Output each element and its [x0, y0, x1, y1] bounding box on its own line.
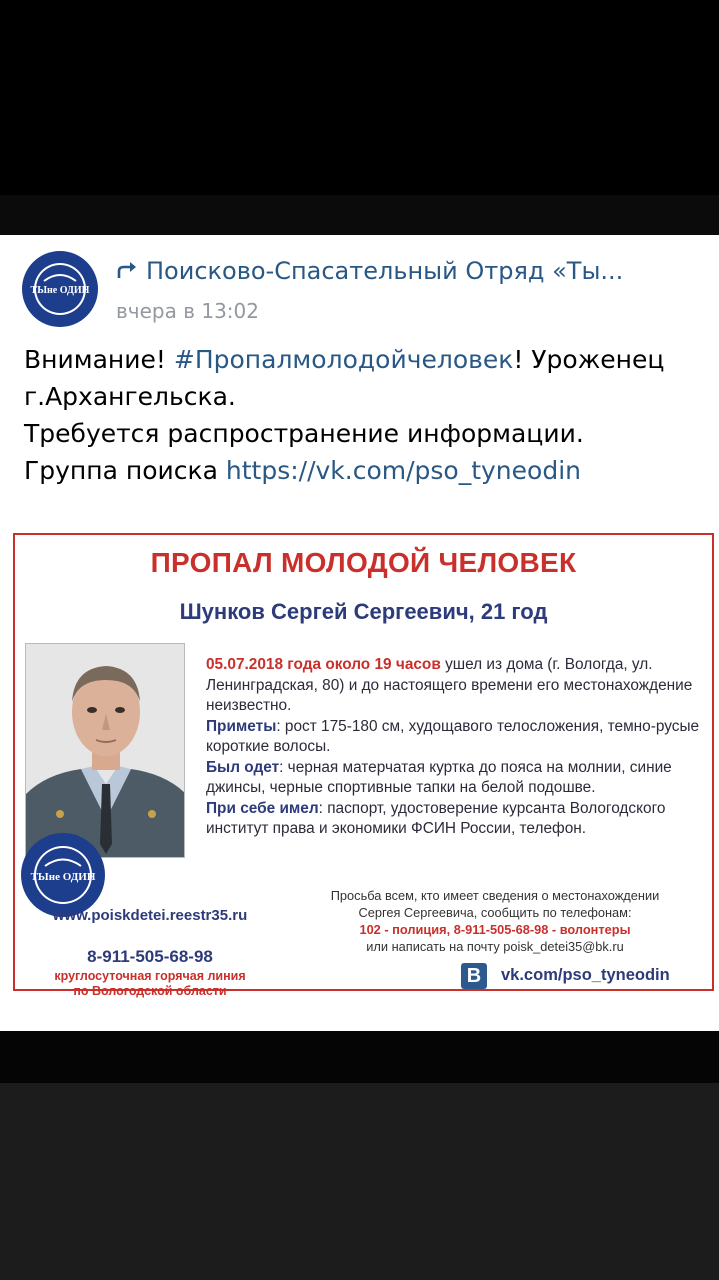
post-text-line-2: г.Архангельска. [24, 382, 236, 411]
request-line-2: Сергея Сергеевича, сообщить по телефонам: [358, 905, 632, 920]
signs-label: Приметы [206, 717, 277, 735]
contact-request [295, 887, 695, 955]
poster-title: ПРОПАЛ МОЛОДОЙ ЧЕЛОВЕК [150, 547, 577, 578]
hotline-number: 8-911-505-68-98 [87, 947, 213, 966]
organization-logo-text: ТЫне ОДИН [30, 871, 96, 883]
vk-logo-icon: В [461, 963, 487, 989]
clothes-label: Был одет [206, 758, 280, 776]
avatar-logo-icon [22, 251, 98, 327]
items-label: При себе имел [206, 799, 319, 817]
post-card [0, 235, 719, 1031]
top-black-area [0, 0, 719, 195]
post-text-line-4 [24, 452, 704, 489]
person-name: Шунков Сергей Сергеевич, 21 год [179, 599, 548, 624]
site-url: www.poiskdetei.reestr35.ru [52, 907, 248, 924]
missing-date: 05.07.2018 года около 19 часов [206, 656, 441, 673]
post-text-line-3: Требуется распространение информации. [24, 419, 584, 448]
request-email: или написать на почту poisk_detei35@bk.ru [366, 939, 624, 954]
group-name-link[interactable] [116, 257, 696, 285]
post-header [22, 249, 702, 339]
hashtag-link[interactable]: #Пропалмолодойчеловек [173, 345, 514, 374]
group-link[interactable]: https://vk.com/pso_tyneodin [225, 456, 581, 485]
person-portrait [26, 644, 185, 858]
hotline-caption [25, 969, 275, 999]
items-text: : паспорт, удостоверение курсанта Вологодского институт права и экономики ФСИН России, телефон. [206, 799, 666, 837]
repost-icon [116, 261, 138, 281]
bottom-dark-area [0, 1083, 719, 1280]
bottom-strip [0, 1031, 719, 1083]
post-time[interactable]: вчера в 13:02 [116, 299, 259, 323]
organization-logo-icon [21, 833, 105, 917]
person-photo [25, 643, 185, 858]
clothes-text: : черная матерчатая куртка до пояса на молнии, синие джинсы, черные спортивные тапки на белой подошве. [206, 758, 672, 796]
vk-group-url: vk.com/pso_tyneodin [501, 966, 670, 984]
hotline-caption-line-1: круглосуточная горячая линия [54, 969, 246, 983]
request-phones: 102 - полиция, 8-911-505-68-98 - волонтеры [359, 922, 631, 937]
group-avatar[interactable] [22, 251, 98, 327]
post-text-intro: Внимание! [24, 345, 174, 374]
organization-logo [21, 833, 105, 917]
person-description [206, 655, 706, 840]
post-text-line-1 [24, 341, 704, 378]
group-name-text: Поисково-Спасательный Отряд «Ты... [146, 257, 624, 285]
signs-text: : рост 175-180 см, худощавого телосложения, темно-русые короткие волосы. [206, 717, 700, 755]
post-text-search-group: Группа поиска [24, 456, 226, 485]
avatar-text: ТЫне ОДИН [30, 285, 90, 296]
missing-date-details: ушел из дома (г. Вологда, ул. Ленинградская, 80) и до настоящего времени его местонахождение неизвестно. [206, 656, 693, 714]
hotline-caption-line-2: по Вологодской области [73, 984, 227, 998]
post-text-continued: ! Уроженец [513, 345, 665, 374]
post-text [24, 341, 704, 489]
request-line-1: Просьба всем, кто имеет сведения о местонахождении [330, 888, 660, 903]
missing-person-poster[interactable] [13, 533, 714, 998]
top-strip [0, 195, 719, 235]
